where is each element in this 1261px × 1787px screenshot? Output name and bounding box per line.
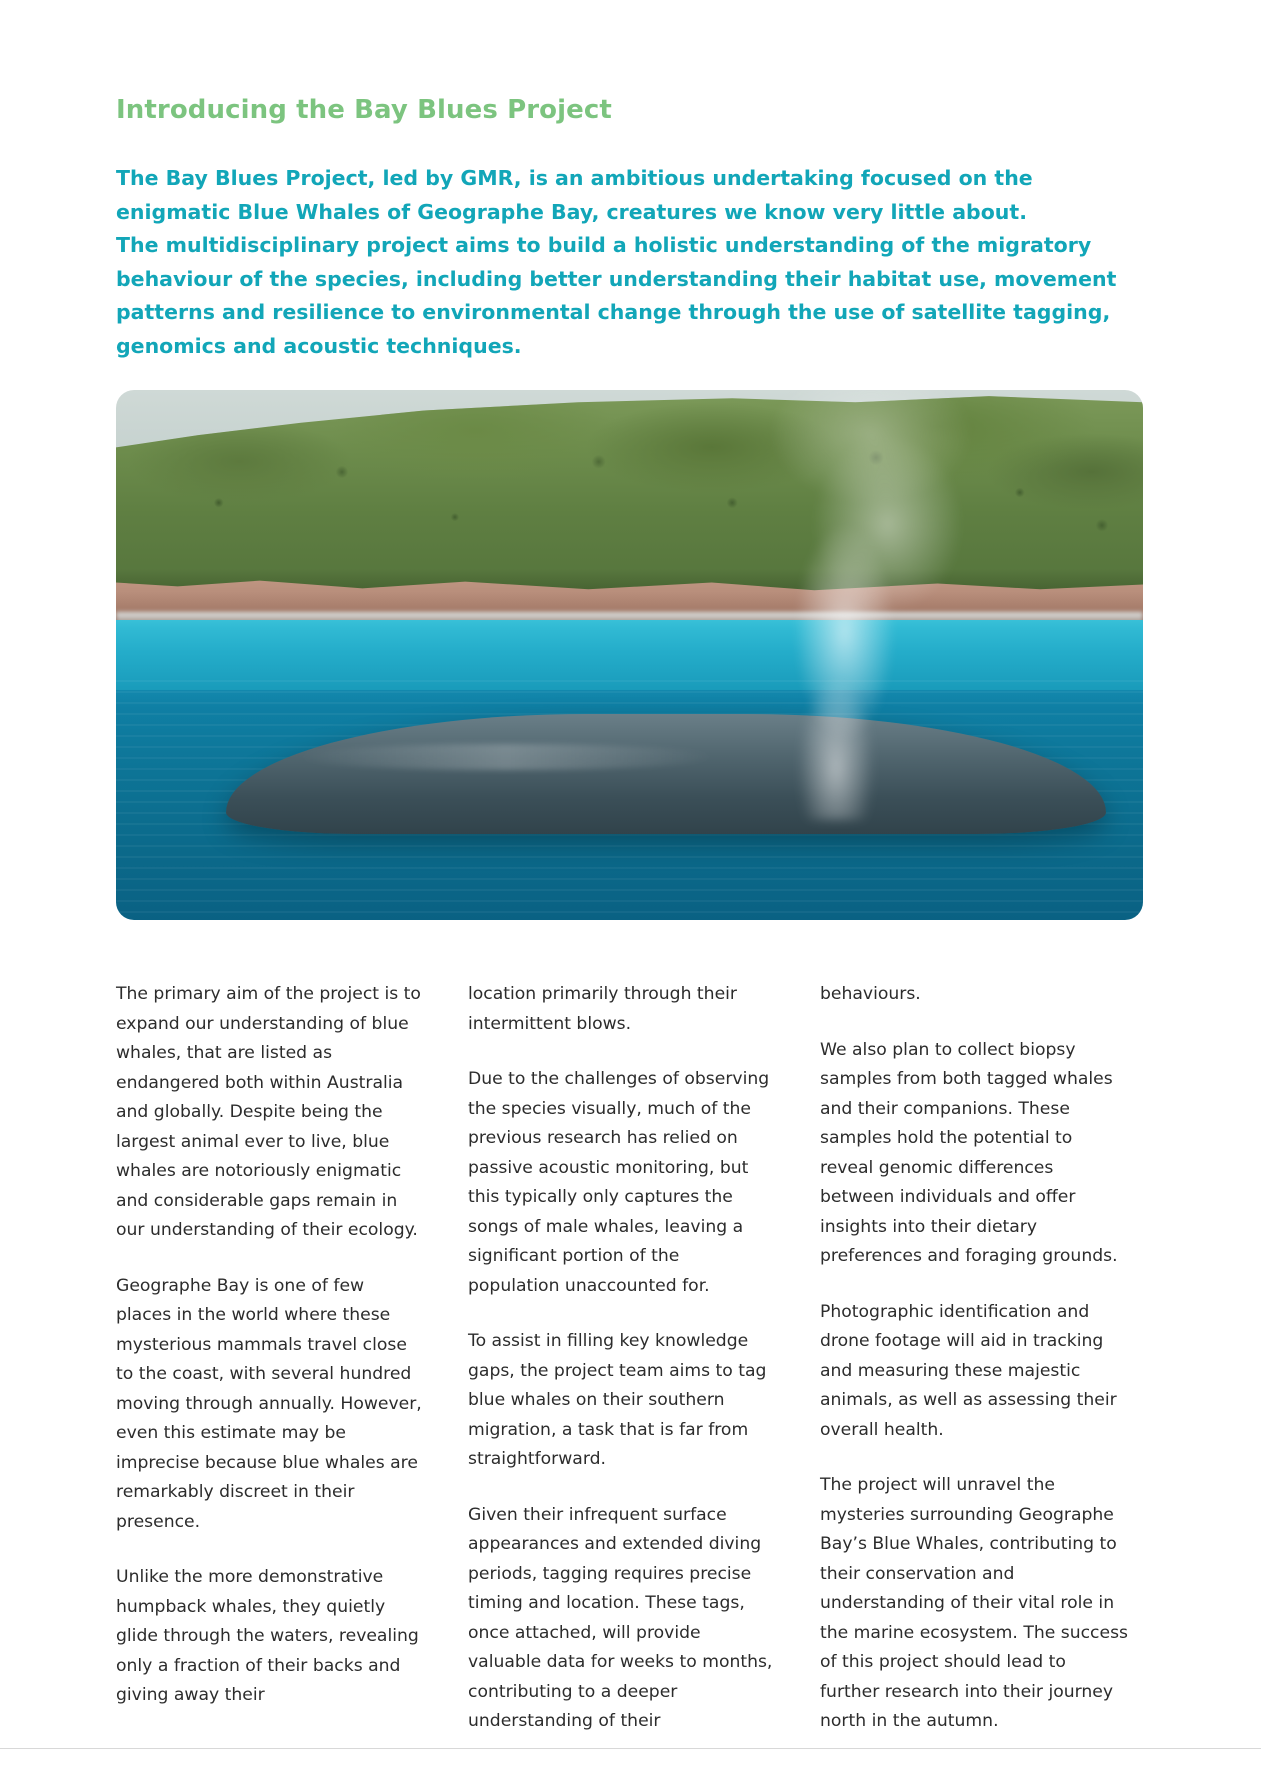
body-column-2 [468, 980, 776, 1737]
paragraph: Given their infrequent surface appearances and extended diving periods, tagging requires precise timing and location. These tags, once attached, will provide valuable data for weeks to months, contributing to a deeper understanding of their [468, 1504, 773, 1731]
article-header [116, 0, 1145, 363]
page-title: Introducing the Bay Blues Project [116, 95, 612, 125]
paragraph: Due to the challenges of observing the species visually, much of the previous research has relied on passive acoustic monitoring, but this typically only captures the songs of male whales, leaving a significant portion of the population unaccounted for. [468, 1069, 770, 1296]
paragraph: location primarily through their intermittent blows. [468, 984, 737, 1034]
lede-line-1: The Bay Blues Project, led by GMR, is an ambitious undertaking focused on the enigmatic Blue Whales of Geographe Bay, creatures we know very little about. [116, 166, 1033, 224]
lede-paragraph [116, 125, 1126, 363]
whale-highlight [296, 744, 716, 770]
paragraph: The primary aim of the project is to expand our understanding of blue whales, that are listed as endangered both within Australia and globally. Despite being the largest animal ever to live, blue whales are notoriously enigmatic and considerable gaps remain in our understanding of their ecology. [116, 984, 421, 1240]
whale-blow-core [736, 560, 936, 820]
paragraph: Geographe Bay is one of few places in the world where these mysterious mammals travel close to the coast, with several hundred moving through annually. However, even this estimate may be imprecise because blue whales are remarkably discreet in their presence. [116, 1275, 422, 1532]
paragraph: The project will unravel the mysteries surrounding Geographe Bay’s Blue Whales, contributing to their conservation and understanding of their vital role in the marine ecosystem. The success of this project should lead to further research into their journey north in the autumn. [820, 1475, 1128, 1731]
paragraph: We also plan to collect biopsy samples from both tagged whales and their companions. These samples hold the potential to reveal genomic differences between individuals and offer insights into their dietary preferences and foraging grounds. [820, 1039, 1118, 1266]
paragraph: Photographic identification and drone footage will aid in tracking and measuring these majestic animals, as well as assessing their overall health. [820, 1301, 1117, 1440]
body-column-1 [116, 980, 424, 1737]
hero-image [116, 390, 1143, 920]
footer-divider [0, 1748, 1261, 1749]
body-columns [116, 980, 1146, 1737]
body-column-3 [820, 980, 1128, 1737]
paragraph: Unlike the more demonstrative humpback whales, they quietly glide through the waters, revealing only a fraction of their backs and giving away their [116, 1567, 419, 1705]
paragraph: behaviours. [820, 984, 921, 1004]
hero-image-scene [116, 390, 1143, 920]
lede-line-2: The multidisciplinary project aims to build a holistic understanding of the migratory behaviour of the species, including better understanding their habitat use, movement patterns and resilience to environmental change through the use of satellite tagging, genomics and acoustic techniques. [116, 233, 1117, 358]
paragraph: To assist in filling key knowledge gaps, the project team aims to tag blue whales on their southern migration, a task that is far from straightforward. [468, 1331, 767, 1469]
